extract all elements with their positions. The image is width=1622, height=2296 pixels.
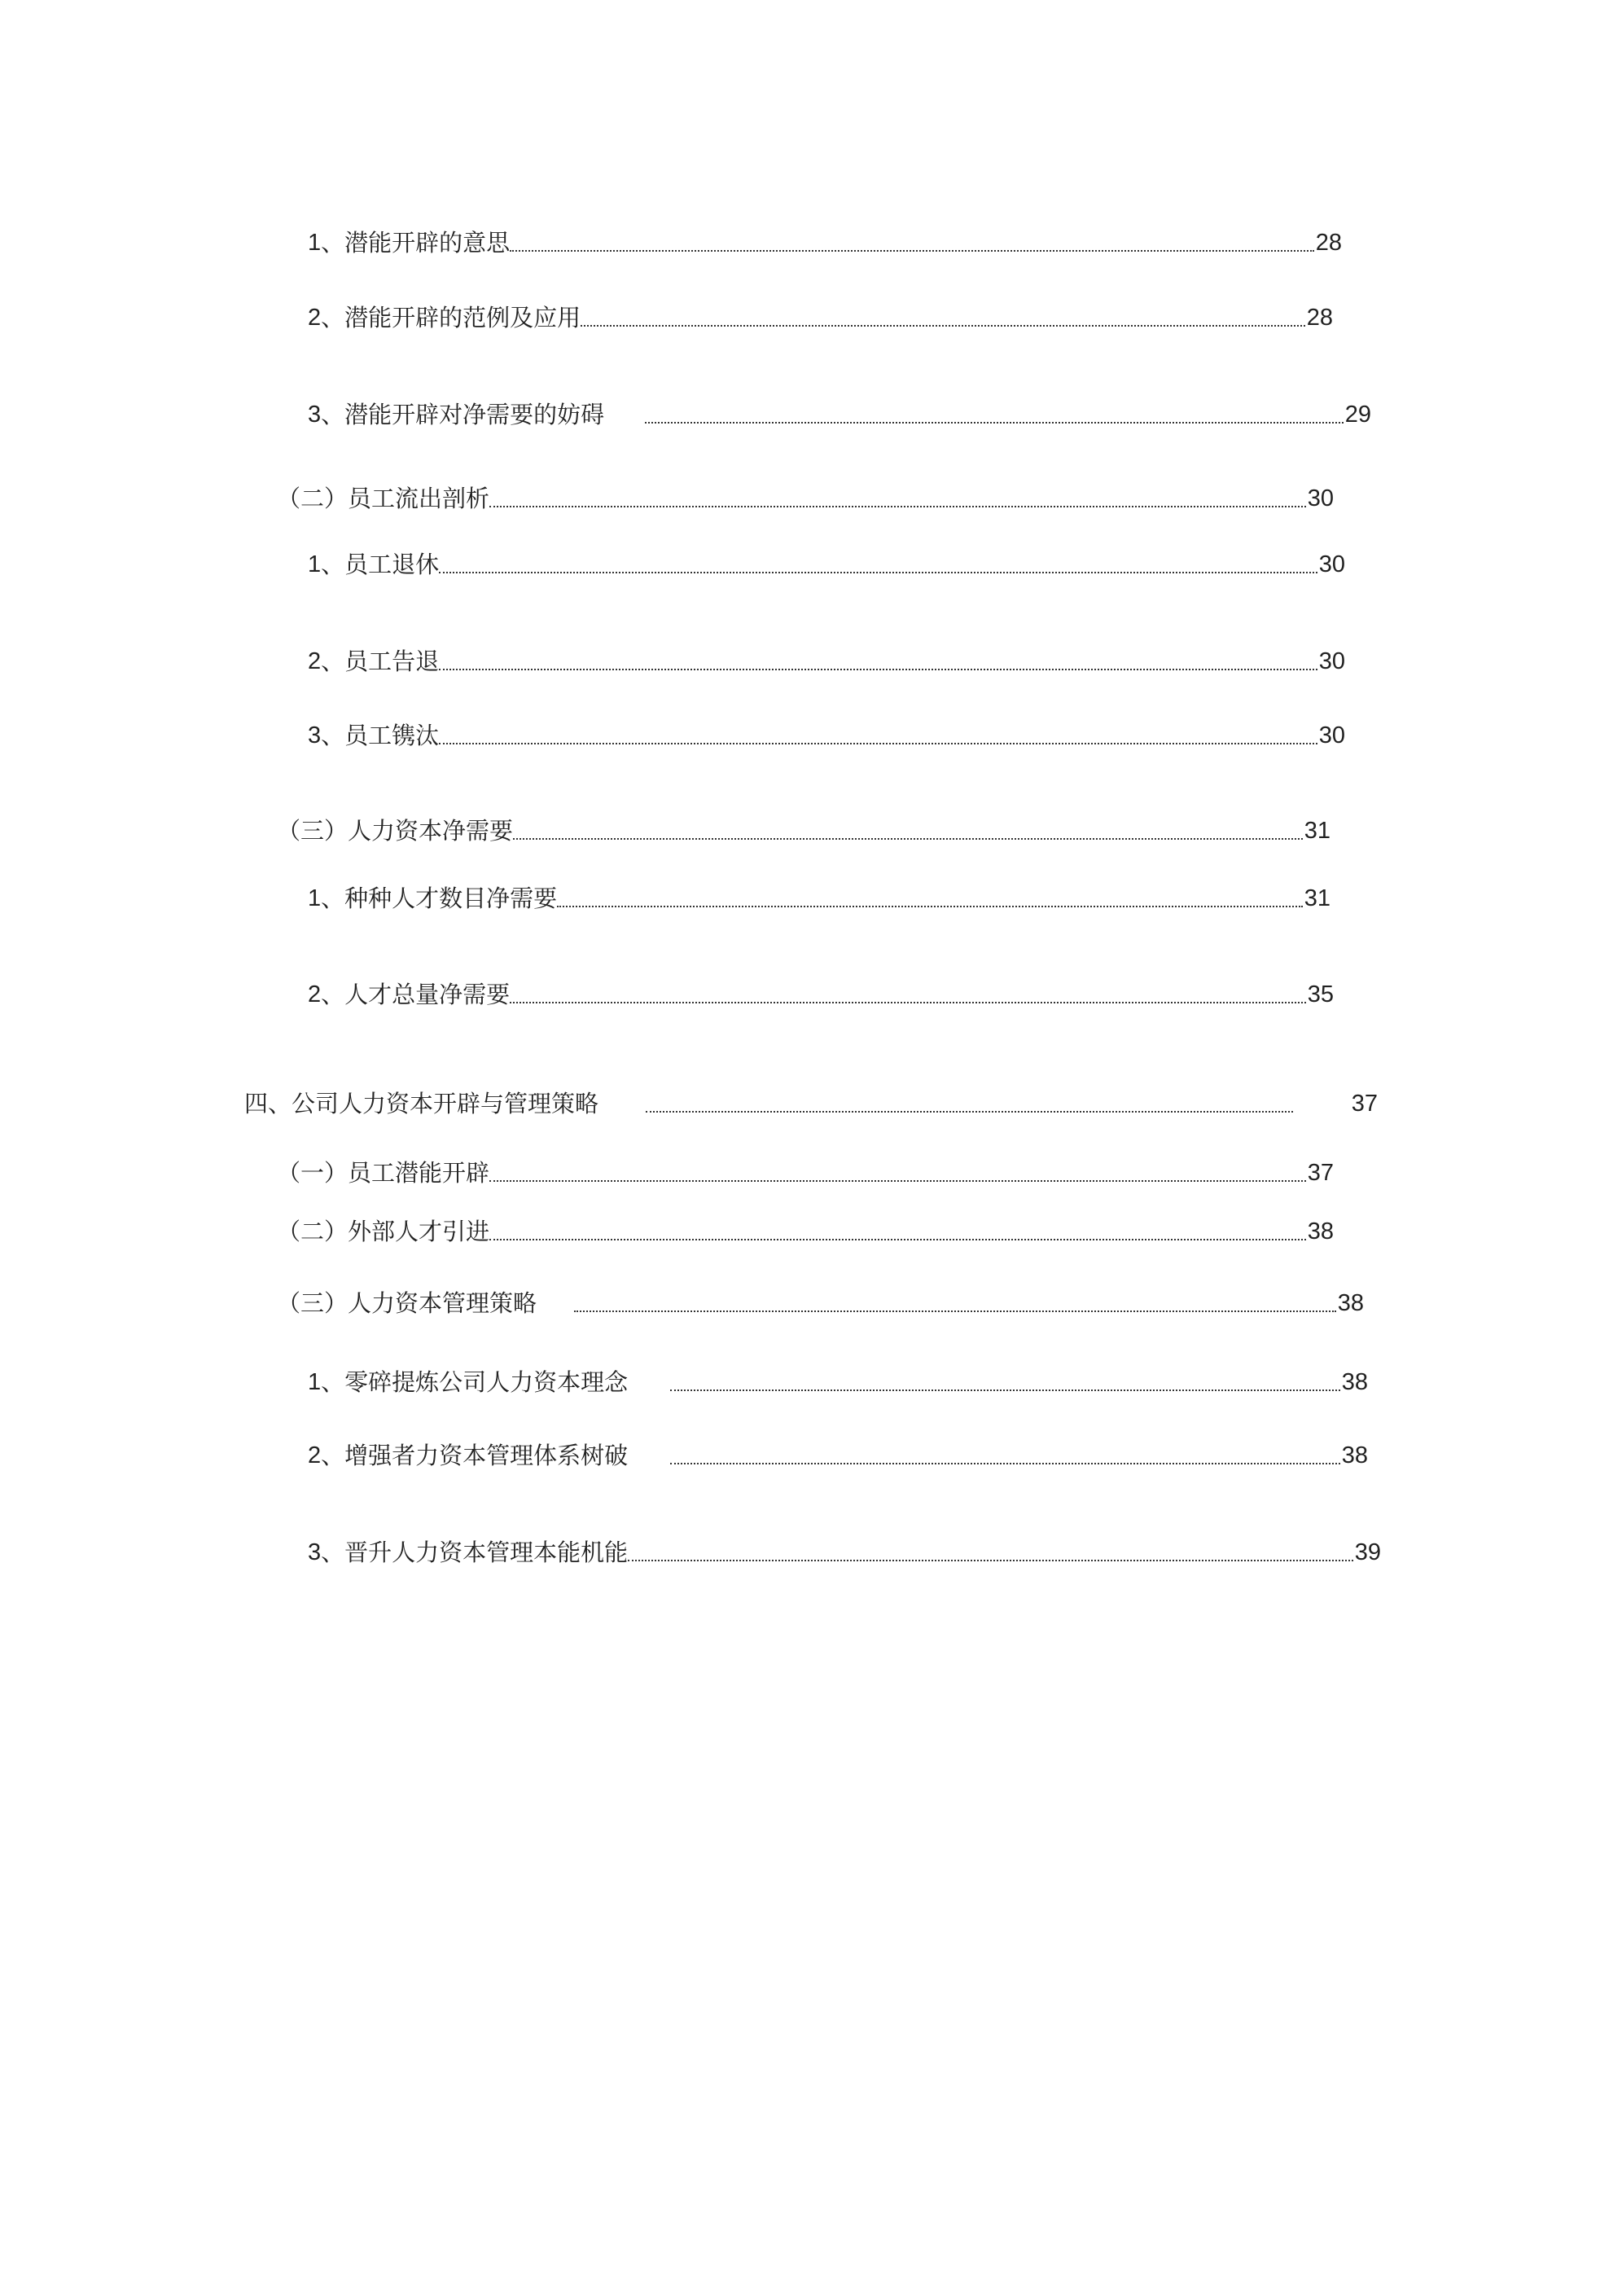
toc-entry[interactable] [277, 482, 1334, 515]
dot-leader [489, 482, 1306, 515]
dot-leader [574, 1287, 1336, 1319]
entry-title: （二）外部人才引进 [277, 1218, 490, 1245]
page-number: 38 [1307, 1218, 1334, 1245]
entry-number: 1 [308, 551, 322, 577]
toc-entry[interactable] [308, 398, 1371, 431]
entry-separator: 、 [321, 551, 345, 578]
dot-leader [489, 1157, 1306, 1189]
entry-title: 种种人才数目净需要 [344, 885, 558, 912]
toc-entry[interactable] [244, 1087, 1378, 1120]
entry-title: 零碎提炼公司人力资本理念 [344, 1368, 629, 1396]
entry-number: 2 [308, 981, 322, 1008]
entry-title: 员工镌汰 [344, 722, 440, 749]
entry-number: 1 [308, 885, 322, 911]
entry-title: 晋升人力资本管理本能机能 [344, 1539, 629, 1566]
entry-title: 潜能开辟的范例及应用 [344, 304, 581, 331]
page-number: 31 [1304, 818, 1330, 844]
entry-title: （二）员工流出剖析 [277, 485, 490, 512]
page-number: 38 [1337, 1290, 1364, 1316]
toc-entry[interactable] [308, 548, 1345, 581]
dot-leader [510, 978, 1306, 1011]
page-number: 30 [1318, 551, 1345, 577]
page-number: 38 [1341, 1442, 1368, 1468]
entry-separator: 、 [321, 648, 345, 675]
entry-title: 潜能开辟的意思 [344, 229, 511, 257]
entry-title: （一）员工潜能开辟 [277, 1159, 490, 1187]
page-number: 28 [1315, 230, 1342, 256]
toc-entry[interactable] [277, 1215, 1334, 1248]
page-number: 35 [1307, 981, 1334, 1008]
entry-title: 增强者力资本管理体系树破 [344, 1442, 629, 1469]
entry-title: 员工退休 [344, 551, 440, 578]
dot-leader [646, 1087, 1293, 1120]
page-number: 37 [1351, 1091, 1378, 1117]
entry-number: 3 [308, 402, 322, 428]
entry-title: 人才总量净需要 [344, 981, 511, 1008]
entry-number: 3 [308, 1539, 322, 1565]
page-number: 37 [1307, 1160, 1334, 1186]
dot-leader [489, 1215, 1306, 1248]
entry-number: 1 [308, 230, 322, 256]
dot-leader [513, 814, 1303, 847]
page-number: 29 [1344, 402, 1371, 428]
dot-leader [439, 645, 1317, 678]
dot-leader [628, 1536, 1353, 1569]
dot-leader [439, 548, 1317, 581]
entry-separator: 、 [321, 885, 345, 912]
dot-leader [670, 1439, 1340, 1472]
dot-leader [581, 301, 1305, 334]
entry-title: （三）人力资本管理策略 [277, 1289, 537, 1317]
entry-title: 潜能开辟对净需要的妨碍 [344, 401, 605, 428]
page-number: 28 [1306, 305, 1333, 331]
toc-entry[interactable] [308, 719, 1345, 752]
entry-separator: 、 [321, 1368, 345, 1396]
entry-title: 四、公司人力资本开辟与管理策略 [244, 1090, 599, 1117]
toc-entry[interactable] [308, 301, 1333, 334]
dot-leader [645, 398, 1344, 431]
toc-entry[interactable] [277, 1287, 1364, 1319]
toc-entry[interactable] [277, 1157, 1334, 1189]
entry-separator: 、 [321, 304, 345, 331]
dot-leader [439, 719, 1317, 752]
page-number: 38 [1341, 1369, 1368, 1395]
entry-number: 1 [308, 1369, 322, 1395]
entry-number: 2 [308, 1442, 322, 1468]
entry-separator: 、 [321, 1539, 345, 1566]
entry-title: 员工告退 [344, 648, 440, 675]
dot-leader [510, 226, 1314, 259]
entry-separator: 、 [321, 229, 345, 257]
toc-entry[interactable] [308, 1536, 1381, 1569]
toc-entry[interactable] [308, 1366, 1368, 1398]
page-number: 30 [1318, 648, 1345, 674]
entry-title: （三）人力资本净需要 [277, 817, 514, 845]
entry-separator: 、 [321, 722, 345, 749]
entry-number: 3 [308, 722, 322, 749]
dot-leader [557, 882, 1303, 915]
toc-entry[interactable] [308, 645, 1345, 678]
toc-entry[interactable] [308, 1439, 1368, 1472]
page-number: 39 [1354, 1539, 1381, 1565]
toc-entry[interactable] [277, 814, 1330, 847]
dot-leader [670, 1366, 1340, 1398]
page-number: 31 [1304, 885, 1330, 911]
entry-separator: 、 [321, 401, 345, 428]
toc-entry[interactable] [308, 226, 1342, 259]
page-number: 30 [1318, 722, 1345, 749]
toc-entry[interactable] [308, 882, 1330, 915]
entry-number: 2 [308, 305, 322, 331]
toc-entry[interactable] [308, 978, 1334, 1011]
entry-number: 2 [308, 648, 322, 674]
entry-separator: 、 [321, 1442, 345, 1469]
page-number: 30 [1307, 485, 1334, 511]
entry-separator: 、 [321, 981, 345, 1008]
